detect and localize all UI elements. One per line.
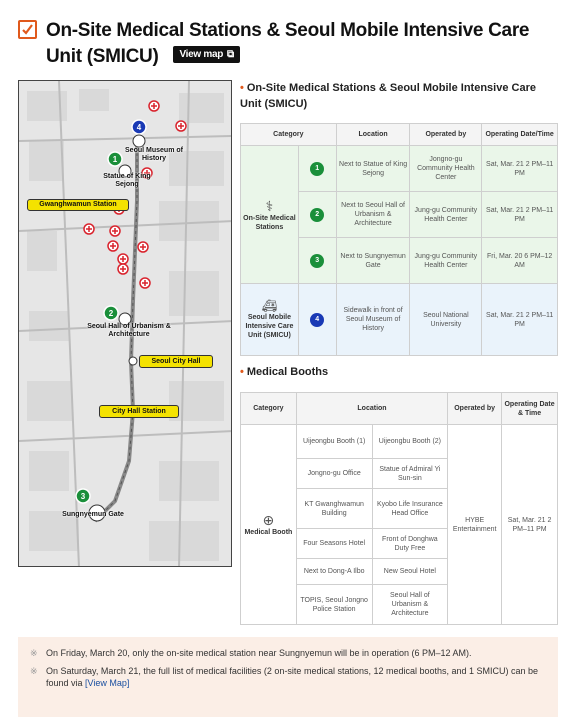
station-2-marker: 2 — [310, 208, 324, 222]
marker-cell — [298, 146, 336, 192]
booth-category-cell — [241, 425, 297, 625]
col-time: Operating Date & Time — [502, 393, 558, 425]
station-1-marker: 1 — [310, 162, 324, 176]
col-operator: Operated by — [410, 124, 482, 146]
booth-location: Statue of Admiral Yi Sun-sin — [372, 459, 448, 489]
city-hall-label: Seoul City Hall — [139, 355, 213, 368]
booth-location: Uijeongbu Booth (1) — [296, 425, 372, 459]
booth-time-cell: Sat, Mar. 21 2 PM–11 PM — [502, 425, 558, 625]
checkbox-icon — [18, 20, 37, 39]
booths-section-title — [240, 364, 540, 380]
col-location: Location — [296, 393, 447, 425]
location-cell: Next to Seoul Hall of Urbanism & Architecture — [336, 192, 410, 238]
operator-cell: Jung-gu Community Health Center — [410, 192, 482, 238]
col-time: Operating Date/Time — [482, 124, 558, 146]
marker-cell — [298, 192, 336, 238]
smicu-category-cell — [241, 284, 299, 356]
location-cell: Next to Sungnyemun Gate — [336, 238, 410, 284]
table-row — [241, 425, 558, 459]
booth-location: Four Seasons Hotel — [296, 529, 372, 559]
medical-cross-icon: ⊕ — [262, 512, 275, 528]
view-map-link[interactable]: [View Map] — [85, 678, 130, 688]
sungnyemun-label: Sungnyemun Gate — [62, 511, 124, 518]
museum-label: Seoul Museum of History — [125, 147, 183, 162]
note-mark: ※ — [30, 648, 38, 658]
bullet-icon: • — [240, 366, 244, 378]
note-2 — [30, 665, 546, 689]
booth-location: KT Gwanghwamun Building — [296, 489, 372, 529]
urbanism-hall-label: Seoul Hall of Urbanism & Architecture — [87, 323, 171, 338]
booth-location: Kyobo Life Insurance Head Office — [372, 489, 448, 529]
external-link-icon: ⧉ — [227, 49, 234, 61]
col-location: Location — [336, 124, 410, 146]
king-sejong-label: Statue of King Sejong — [103, 173, 151, 188]
svg-text:1: 1 — [112, 155, 118, 164]
time-cell: Fri, Mar. 20 6 PM–12 AM — [482, 238, 558, 284]
note-2-text: On Saturday, March 21, the full list of medical facilities (2 on-site medical stations, 12 medical booths, and 1 SMICU) can be found via — [46, 666, 539, 688]
operator-cell: Jongno-gu Community Health Center — [410, 146, 482, 192]
booth-location: Front of Donghwa Duty Free — [372, 529, 448, 559]
view-map-button[interactable] — [173, 46, 239, 63]
station-3-marker: 3 — [310, 254, 324, 268]
operator-cell: Jung-gu Community Health Center — [410, 238, 482, 284]
booth-location: Jongno-gu Office — [296, 459, 372, 489]
booths-table — [240, 392, 558, 625]
stations-section-title — [240, 80, 560, 112]
col-category: Category — [241, 124, 337, 146]
col-category: Category — [241, 393, 297, 425]
route-map[interactable] — [18, 80, 232, 567]
time-cell: Sat, Mar. 21 2 PM–11 PM — [482, 146, 558, 192]
booths-title-text: Medical Booths — [246, 366, 329, 378]
booth-location: TOPIS, Seoul Jongno Police Station — [296, 585, 372, 625]
booth-location: Seoul Hall of Urbanism & Architecture — [372, 585, 448, 625]
bullet-icon: • — [240, 82, 244, 94]
note-1 — [30, 647, 546, 659]
marker-cell — [298, 284, 336, 356]
booth-location: New Seoul Hotel — [372, 559, 448, 585]
booth-location: Uijeongbu Booth (2) — [372, 425, 448, 459]
stethoscope-icon: ⚕ — [265, 197, 274, 214]
notes-box — [18, 637, 558, 717]
ambulance-icon: 🚑︎ — [261, 299, 278, 313]
station-4-marker: 4 — [310, 313, 324, 327]
marker-cell — [298, 238, 336, 284]
booth-operator-cell: HYBE Entertainment — [448, 425, 502, 625]
svg-text:4: 4 — [136, 123, 142, 132]
page-title-text: On-Site Medical Stations & Seoul Mobile Intensive Care Unit (SMICU) — [46, 20, 530, 67]
operator-cell: Seoul National University — [410, 284, 482, 356]
smicu-category-label: Seoul Mobile Intensive Care Unit (SMICU) — [245, 314, 294, 339]
svg-text:2: 2 — [108, 309, 114, 318]
table-row — [241, 146, 558, 192]
svg-text:3: 3 — [80, 492, 86, 501]
location-cell: Sidewalk in front of Seoul Museum of History — [336, 284, 410, 356]
medical-category-label: On-Site Medical Stations — [243, 214, 296, 231]
view-map-label: View map — [179, 49, 224, 61]
city-hall-station-label: City Hall Station — [99, 405, 179, 418]
location-cell: Next to Statue of King Sejong — [336, 146, 410, 192]
time-cell: Sat, Mar. 21 2 PM–11 PM — [482, 284, 558, 356]
booth-category-label: Medical Booth — [244, 529, 293, 536]
gwanghwamun-station-label: Gwanghwamun Station — [27, 199, 129, 211]
medical-category-cell — [241, 146, 299, 284]
booth-location: Next to Dong-A Ilbo — [296, 559, 372, 585]
page-title — [46, 18, 566, 70]
time-cell: Sat, Mar. 21 2 PM–11 PM — [482, 192, 558, 238]
col-operator: Operated by — [448, 393, 502, 425]
note-mark: ※ — [30, 666, 38, 676]
stations-title-text: On-Site Medical Stations & Seoul Mobile Intensive Care Unit (SMICU) — [240, 82, 536, 110]
table-row — [241, 284, 558, 356]
stations-table — [240, 123, 558, 356]
note-1-text: On Friday, March 20, only the on-site medical station near Sungnyemun will be in operation (6 PM–12 AM). — [46, 648, 472, 658]
